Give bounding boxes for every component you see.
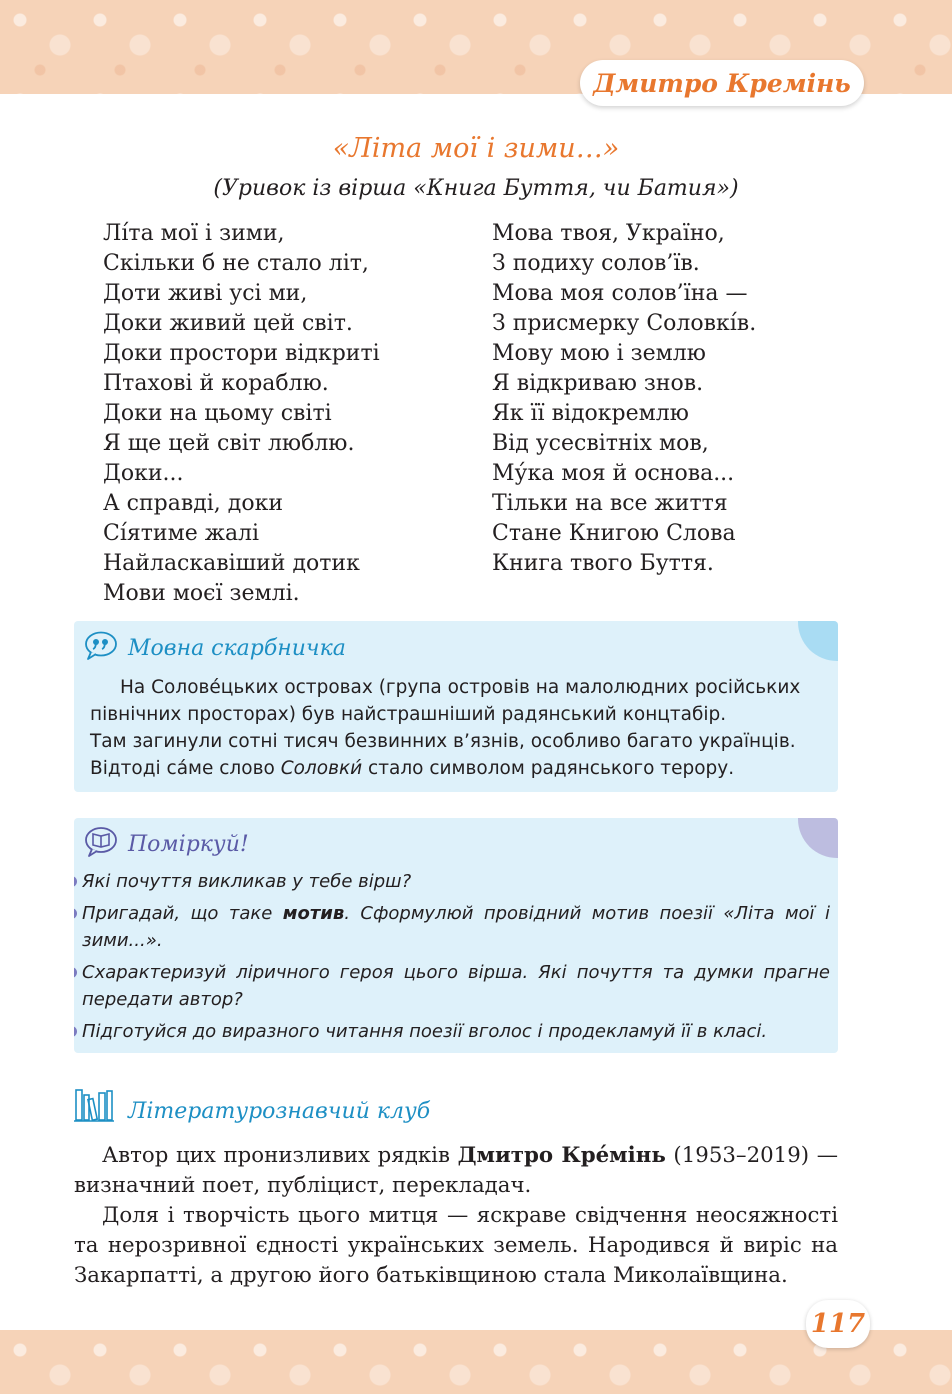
bullet-icon xyxy=(74,967,77,978)
poem-line: Мова моя солов’їна — xyxy=(492,281,748,306)
text-line: Відтоді са́ме слово Соловки́ стало символом радянського терору. xyxy=(90,758,735,779)
text-line: північних просторах) був найстрашніший радянський концтабір. xyxy=(90,704,727,725)
poem-line: Доти живі усі ми, xyxy=(103,281,308,306)
poem-line: Я ще цей світ люблю. xyxy=(103,431,355,456)
paragraph: Автор цих пронизливих рядків Дмитро Кре́мінь (1953–2019) — визначний поет, публіцист, перекладач. xyxy=(74,1143,838,1198)
poem-subtitle: (Уривок із вірша «Книга Буття, чи Батия») xyxy=(213,176,739,201)
question-item: Схарактеризуй ліричного героя цього вірша. Які почуття та думки прагне передати автор? xyxy=(74,959,830,1013)
poem-line: Доки живий цей світ. xyxy=(103,311,353,336)
poem-line: Сі́ятиме жалі xyxy=(103,521,260,546)
poem-line: Від усесвітніх мов, xyxy=(492,431,709,456)
think-title: Поміркуй! xyxy=(128,831,249,857)
author-tab-label: Дмитро Кремінь xyxy=(593,68,851,98)
author-tab xyxy=(580,60,864,106)
poem-line: Доки на цьому світі xyxy=(103,401,332,426)
box-corner-decoration xyxy=(798,818,838,858)
poem-line: З подиху солов’їв. xyxy=(492,251,700,276)
poem-line: Скільки б не стало літ, xyxy=(103,251,369,276)
box-corner-decoration xyxy=(798,621,838,661)
bullet-icon xyxy=(74,908,77,919)
language-treasury-text xyxy=(90,674,820,782)
poem-line: Мови моєї землі. xyxy=(103,581,300,606)
poem-line: Тільки на все життя xyxy=(492,491,728,516)
poem-column-left xyxy=(103,219,380,609)
quote-bubble-icon xyxy=(84,631,118,665)
literary-club-heading xyxy=(74,1087,430,1127)
poem-line: Мову мою і землю xyxy=(492,341,706,366)
language-treasury-box xyxy=(74,621,838,792)
bullet-icon xyxy=(74,876,77,887)
poem-line: Мова твоя, Україно, xyxy=(492,221,725,246)
poem-column-right xyxy=(492,219,756,579)
poem-title: «Літа мої і зими…» xyxy=(332,133,620,164)
text-line: Там загинули сотні тисяч безвинних в’язнів, особливо багато українців. xyxy=(90,731,796,752)
text-line: На Солове́цьких островах (група островів на малолюдних російських xyxy=(120,677,801,698)
bottom-ornament-band xyxy=(0,1330,952,1394)
paragraph: Доля і творчість цього митця — яскраве свідчення неосяжності та нерозривної єдності українських земель. Народився й виріс на Закарпатті, а другою його батьківщиною стала Миколаївщина. xyxy=(74,1203,838,1288)
poem-line: З присмерку Соловкі́в. xyxy=(492,311,757,336)
poem-line: Доки... xyxy=(103,461,184,486)
poem-line: Птахові й кораблю. xyxy=(103,371,329,396)
language-treasury-heading xyxy=(84,631,346,665)
think-heading xyxy=(84,826,249,862)
book-bubble-icon xyxy=(84,826,118,862)
question-item: Пригадай, що таке мотив. Сформулюй провідний мотив поезії «Літа мої і зими...». xyxy=(74,900,830,954)
page-number-badge xyxy=(806,1300,870,1348)
question-list xyxy=(74,868,830,1045)
poem-line: Книга твого Буття. xyxy=(492,551,714,576)
question-item: Підготуйся до виразного читання поезії вголос і продекламуй її в класі. xyxy=(74,1018,830,1045)
poem-line: Доки простори відкриті xyxy=(103,341,380,366)
poem-line: Стане Книгою Слова xyxy=(492,521,736,546)
poem-line: Я відкриваю знов. xyxy=(492,371,704,396)
poem-line: Лі́та мої і зими, xyxy=(103,221,285,246)
bullet-icon xyxy=(74,1026,77,1037)
think-box xyxy=(74,818,838,1053)
question-item: Які почуття викликав у тебе вірш? xyxy=(74,868,830,895)
poem-line: Як її відокремлю xyxy=(492,401,689,426)
language-treasury-title: Мовна скарбничка xyxy=(128,635,346,661)
poem-line: Найласкавіший дотик xyxy=(103,551,360,576)
poem-line: Му́ка моя й основа... xyxy=(492,461,735,486)
page-number: 117 xyxy=(810,1309,866,1339)
poem-line: А справді, доки xyxy=(103,491,283,516)
bookshelf-icon xyxy=(74,1087,114,1127)
literary-club-title: Літературознавчий клуб xyxy=(128,1098,431,1124)
club-text xyxy=(74,1141,838,1291)
